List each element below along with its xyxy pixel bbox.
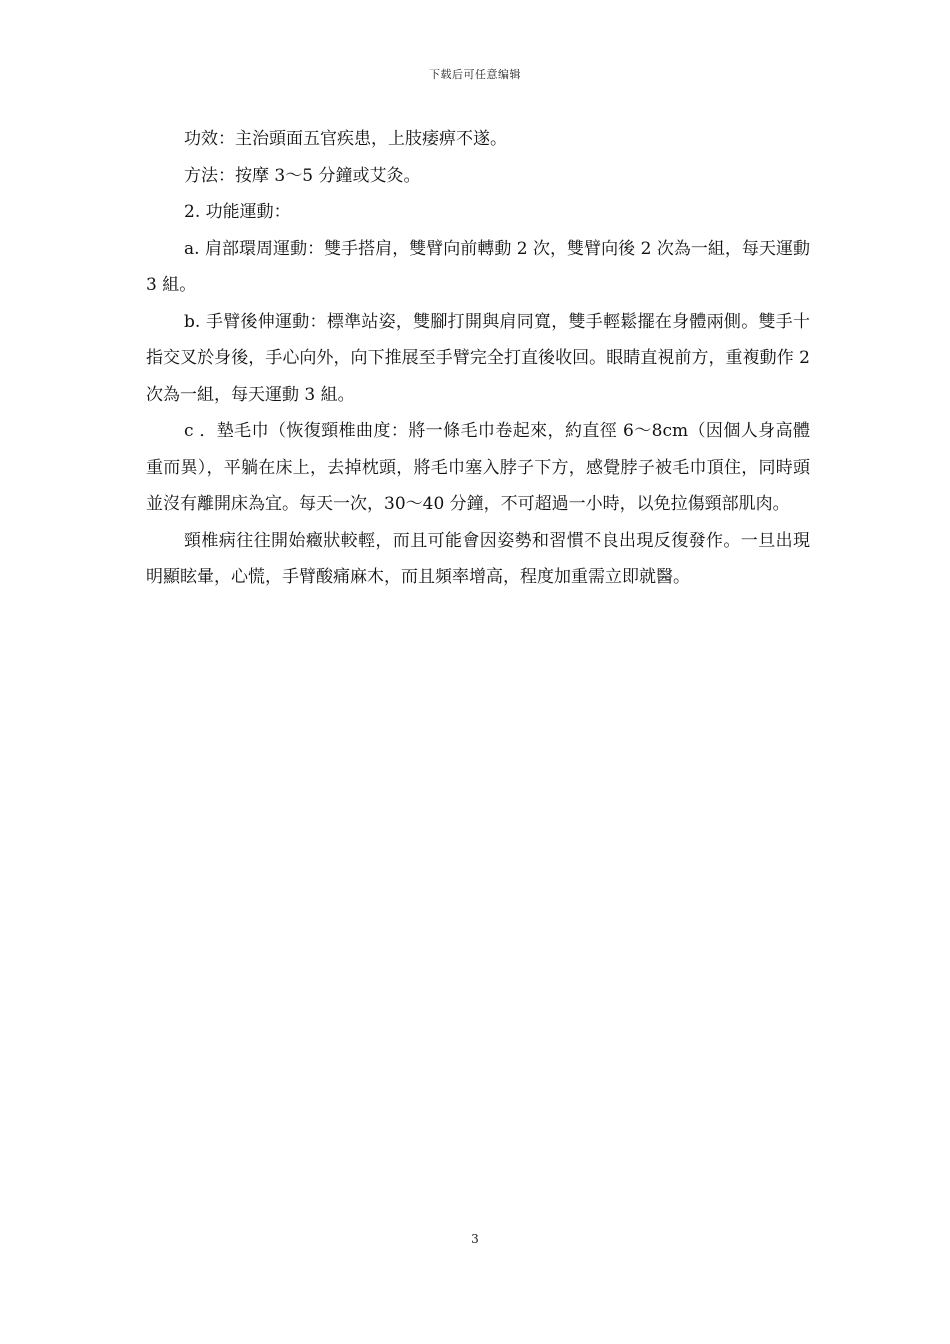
paragraph-exercise-c: c ．墊毛巾（恢復頸椎曲度：將一條毛巾卷起來，約直徑 6～8cm（因個人身高體重而異），平躺在床上，去掉枕頭，將毛巾塞入脖子下方，感覺脖子被毛巾頂住，同時頭並沒有離開床為宜。每天一次，30～40 分鐘，不可超過一小時，以免拉傷頸部肌肉。 [146, 421, 810, 514]
paragraph-exercise-a: a. 肩部環周運動：雙手搭肩，雙臂向前轉動 2 次，雙臂向後 2 次為一組，每天運動 3 組。 [146, 238, 810, 295]
paragraph-section-heading: 2. 功能運動： [184, 202, 291, 222]
page-header: 下载后可任意编辑 [429, 68, 521, 81]
document-body [146, 121, 810, 596]
paragraph-efficacy: 功效：主治頭面五官疾患，上肢痿痹不遂。 [184, 129, 507, 149]
paragraph-exercise-b: b. 手臂後伸運動：標準站姿，雙腳打開與肩同寬，雙手輕鬆擺在身體兩側。雙手十指交叉於身後，手心向外，向下推展至手臂完全打直後收回。眼睛直視前方，重複動作 2 次為一組，每天運動 3 組。 [146, 311, 810, 405]
paragraph-conclusion: 頸椎病往往開始癥狀較輕，而且可能會因姿勢和習慣不良出現反復發作。一旦出現明顯眩暈，心慌，手臂酸痛麻木，而且頻率增高，程度加重需立即就醫。 [146, 530, 810, 587]
paragraph-method: 方法：按摩 3～5 分鐘或艾灸。 [184, 165, 421, 186]
page-number: 3 [471, 1232, 479, 1246]
